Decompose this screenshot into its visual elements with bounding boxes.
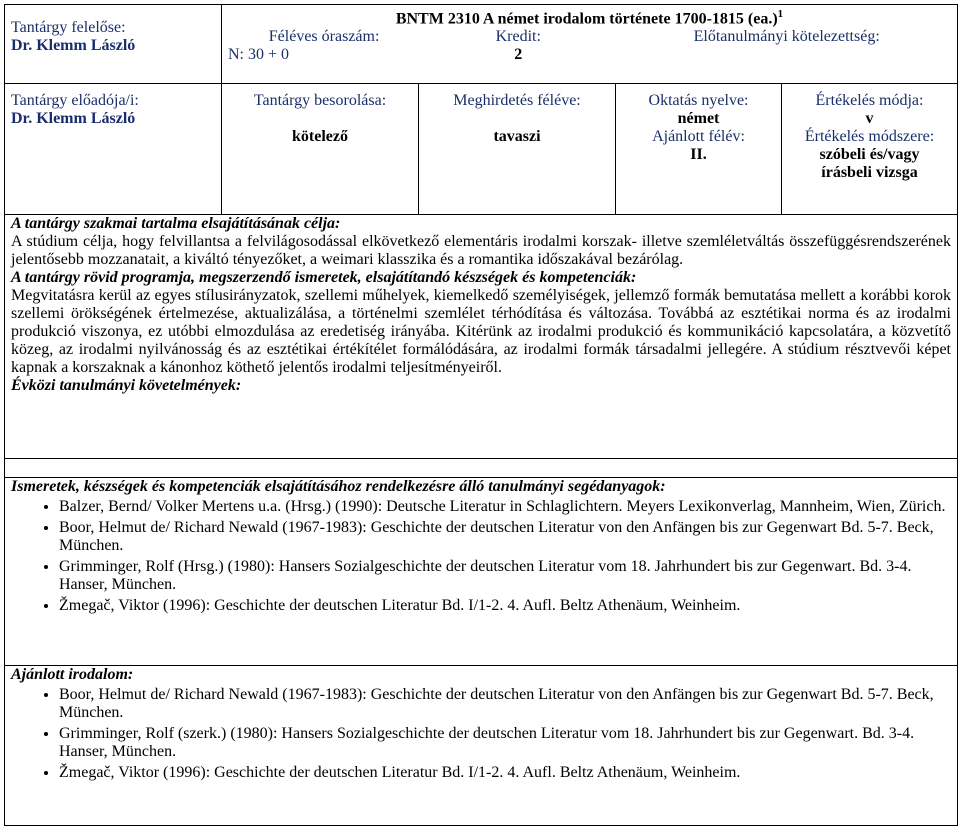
hours-value: N: 30 + 0 — [228, 46, 290, 64]
header-row — [5, 5, 958, 84]
materials-title: Ismeretek, készségek és kompetenciák elsajátításához rendelkezésre álló tanulmányi segédanyagok: — [11, 478, 666, 495]
recommended-row — [5, 666, 958, 826]
language-cell — [616, 84, 782, 215]
lecturer-label: Tantárgy előadója/i: — [11, 92, 139, 109]
classification-label: Tantárgy besorolása: — [253, 92, 387, 109]
list-item: • Boor, Helmut de/ Richard Newald (1967-1983): Geschichte der deutschen Literatur von den Anfängen bis zur Gegenwart Bd. 5-7. Beck, München. — [59, 519, 951, 555]
course-title-footnote: 1 — [777, 8, 784, 20]
course-title-text: BNTM 2310 A német irodalom története 1700-1815 (ea.) — [395, 10, 778, 28]
language-value: német — [677, 110, 720, 127]
credit-label: Kredit: — [495, 28, 541, 46]
requirements-row — [5, 459, 958, 478]
assessment-method-label: Értékelés módszere: — [804, 128, 935, 145]
assessment-method-value-2: írásbeli vizsga — [821, 164, 918, 181]
semester-value: tavaszi — [493, 128, 541, 145]
prereq-block — [616, 28, 957, 64]
goal-text: A stúdium célja, hogy felvillantsa a felvilágosodással elkövetkező elementáris irodalmi korszak- illetve szemléletváltás összefüggésrendszerének jelentősebb mozzanatait, a kiváltó tényezőket, a weimari klasszika és a romantika időszakával bezárólag. — [11, 233, 951, 268]
list-item: • Žmegač, Viktor (1996): Geschichte der deutschen Literatur Bd. I/1-2. 4. Aufl. Beltz Athenäum, Weinheim. — [59, 597, 951, 615]
recommended-title: Ajánlott irodalom: — [11, 666, 134, 683]
credit-value: 2 — [514, 46, 523, 64]
list-item: • Grimminger, Rolf (Hrsg.) (1980): Hansers Sozialgeschichte der deutschen Literatur vom 18. Jahrhundert bis zur Gegenwart. Bd. 3-4. Hanser, München. — [59, 558, 951, 594]
classification-cell — [222, 84, 419, 215]
responsible-label: Tantárgy felelőse: — [11, 19, 126, 36]
assessment-mode-label: Értékelés módja: — [815, 92, 924, 109]
hours-label: Féléves óraszám: — [268, 28, 380, 46]
materials-list — [11, 498, 951, 615]
assessment-cell — [782, 84, 958, 215]
content-cell — [5, 215, 958, 459]
course-header-fields — [222, 28, 957, 64]
classification-value: kötelező — [292, 128, 348, 145]
assessment-mode-value: v — [865, 110, 874, 127]
recommended-list — [11, 686, 951, 782]
course-table — [4, 4, 958, 826]
list-item: • Žmegač, Viktor (1996): Geschichte der deutschen Literatur Bd. I/1-2. 4. Aufl. Beltz Athenäum, Weinheim. — [59, 764, 951, 782]
prereq-label: Előtanulmányi kötelezettség: — [693, 28, 880, 46]
recommended-semester-label: Ajánlott félév: — [652, 128, 745, 145]
program-title: A tantárgy rövid programja, megszerzendő ismeretek, elsajátítandó készségek és kompetenciák: — [11, 269, 637, 286]
program-text: Megvitatásra kerül az egyes stílusirányzatok, szellemi műhelyek, kiemelkedő személyiségek, jellemző formák bemutatása mellett a korábbi korok szellemi örökségének értelmezése, aktualizálása, a történelmi szemlélet térhódítása és változása. Továbbá az esztétikai norma és az irodalmi produkció viszonya, ez utóbbi elmozdulása az eredetiség irányába. Kitérünk az irodalmi produkció és kommunikáció kapcsolatára, a közvetítő közeg, az irodalmi nyilvánosság és az esztétikai értékítélet formálódására, az irodalmi formák társadalmi jellegére. A stúdium résztvevői képet kapnak a korszaknak a kánonhoz köthető jelentős irodalmi teljesítményeiről. — [11, 287, 951, 376]
list-item: • Grimminger, Rolf (szerk.) (1980): Hansers Sozialgeschichte der deutschen Literatur vom 18. Jahrhundert bis zur Gegenwart. Bd. 3-4. Hanser, München. — [59, 725, 951, 761]
requirements-title: Évközi tanulmányi követelmények: — [11, 377, 242, 394]
credit-block — [420, 28, 616, 64]
goal-title: A tantárgy szakmai tartalma elsajátításának célja: — [11, 215, 341, 232]
requirements-cell — [5, 459, 958, 478]
hours-block — [222, 28, 420, 64]
materials-row — [5, 478, 958, 666]
lecturer-name: Dr. Klemm László — [11, 110, 136, 127]
list-item: • Balzer, Bernd/ Volker Mertens u.a. (Hrsg.) (1990): Deutsche Literatur in Schlaglichtern. Meyers Lexikonverlag, Mannheim, Wien, Zürich. — [59, 498, 951, 516]
course-title — [222, 5, 957, 28]
lecturer-cell — [5, 84, 222, 215]
details-row — [5, 84, 958, 215]
assessment-method-value-1: szóbeli és/vagy — [819, 146, 920, 163]
recommended-cell — [5, 666, 958, 826]
semester-label: Meghirdetés féléve: — [453, 92, 581, 109]
content-row — [5, 215, 958, 459]
responsible-name: Dr. Klemm László — [11, 37, 136, 54]
semester-cell — [419, 84, 616, 215]
materials-cell — [5, 478, 958, 666]
language-label: Oktatás nyelve: — [648, 92, 749, 109]
recommended-semester-value: II. — [690, 146, 707, 163]
list-item: • Boor, Helmut de/ Richard Newald (1967-1983): Geschichte der deutschen Literatur von den Anfängen bis zur Gegenwart Bd. 5-7. Beck, München. — [59, 686, 951, 722]
responsible-cell — [5, 5, 222, 84]
course-header-cell — [222, 5, 958, 84]
